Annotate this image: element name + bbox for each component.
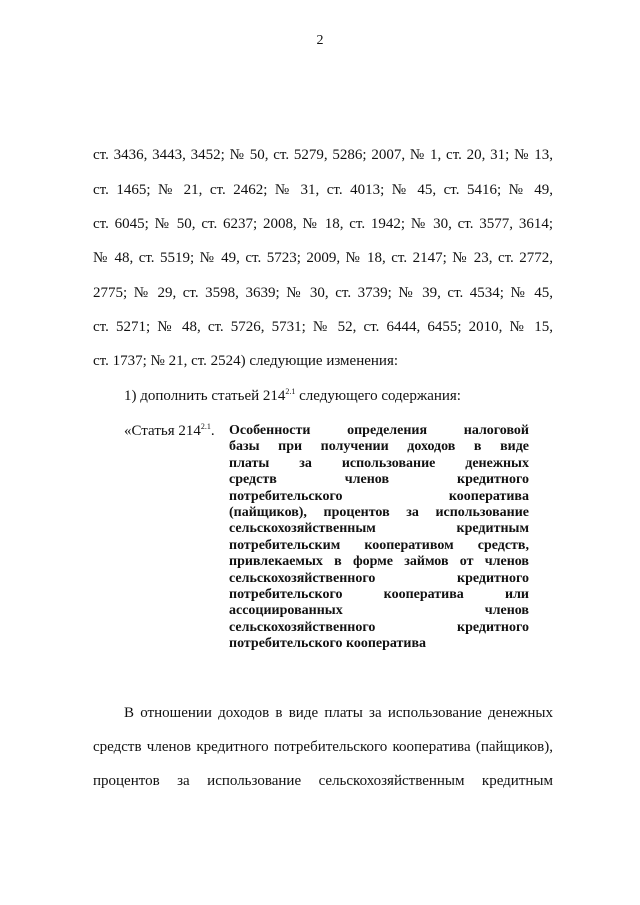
article-title-line: ассоциированных членов: [229, 603, 529, 619]
article-title-line: сельскохозяйственного кредитного: [229, 570, 529, 586]
article-title-line: потребительского кооператива или: [229, 586, 529, 602]
list-item-text: 1) дополнить статьей 214: [124, 388, 286, 404]
paragraph-line: процентов за использование сельскохозяйственным кредитным: [93, 773, 553, 789]
article-title-line: потребительского кооператива: [229, 636, 427, 652]
intro-line: ст. 3436, 3443, 3452; № 50, ст. 5279, 5286; 2007, № 1, ст. 20, 31; № 13,: [93, 147, 553, 163]
article-title-line: потребительским кооперативом средств,: [229, 537, 529, 553]
article-title: [229, 423, 529, 652]
article-title-line: потребительского кооператива: [229, 488, 529, 504]
article-title-line: Особенности определения налоговой: [229, 423, 529, 438]
article-title-line: платы за использование денежных: [229, 455, 529, 471]
intro-line: ст. 1465; № 21, ст. 2462; № 31, ст. 4013; № 45, ст. 5416; № 49,: [93, 182, 553, 198]
article-title-line: средств членов кредитного: [229, 472, 529, 488]
intro-line: № 48, ст. 5519; № 49, ст. 5723; 2009, № 18, ст. 2147; № 23, ст. 2772,: [93, 250, 553, 266]
article-label-sup: 2.1: [200, 422, 211, 431]
article-title-line: сельскохозяйственного кредитного: [229, 619, 529, 635]
paragraph-line: В отношении доходов в виде платы за использование денежных: [124, 705, 553, 721]
article-title-line: (пайщиков), процентов за использование: [229, 504, 529, 520]
list-item: [124, 386, 564, 406]
article-title-line: привлекаемых в форме займов от членов: [229, 554, 529, 570]
article-title-line: сельскохозяйственным кредитным: [229, 521, 529, 537]
list-item-text-after: следующего содержания:: [295, 388, 461, 404]
intro-line: ст. 1737; № 21, ст. 2524) следующие изменения:: [93, 353, 399, 369]
intro-line: 2775; № 29, ст. 3598, 3639; № 30, ст. 3739; № 39, ст. 4534; № 45,: [93, 285, 553, 301]
list-item-sup: 2.1: [285, 387, 296, 396]
article-label-suffix: .: [210, 423, 215, 439]
article-label-text: «Статья 214: [124, 423, 201, 439]
article-label: [124, 421, 215, 441]
paragraph-line: средств членов кредитного потребительского кооператива (пайщиков),: [93, 739, 553, 755]
intro-line: ст. 6045; № 50, ст. 6237; 2008, № 18, ст. 1942; № 30, ст. 3577, 3614;: [93, 216, 553, 232]
intro-line: ст. 5271; № 48, ст. 5726, 5731; № 52, ст. 6444, 6455; 2010, № 15,: [93, 319, 553, 335]
article-title-line: базы при получении доходов в виде: [229, 439, 529, 455]
page-number: 2: [316, 33, 324, 48]
